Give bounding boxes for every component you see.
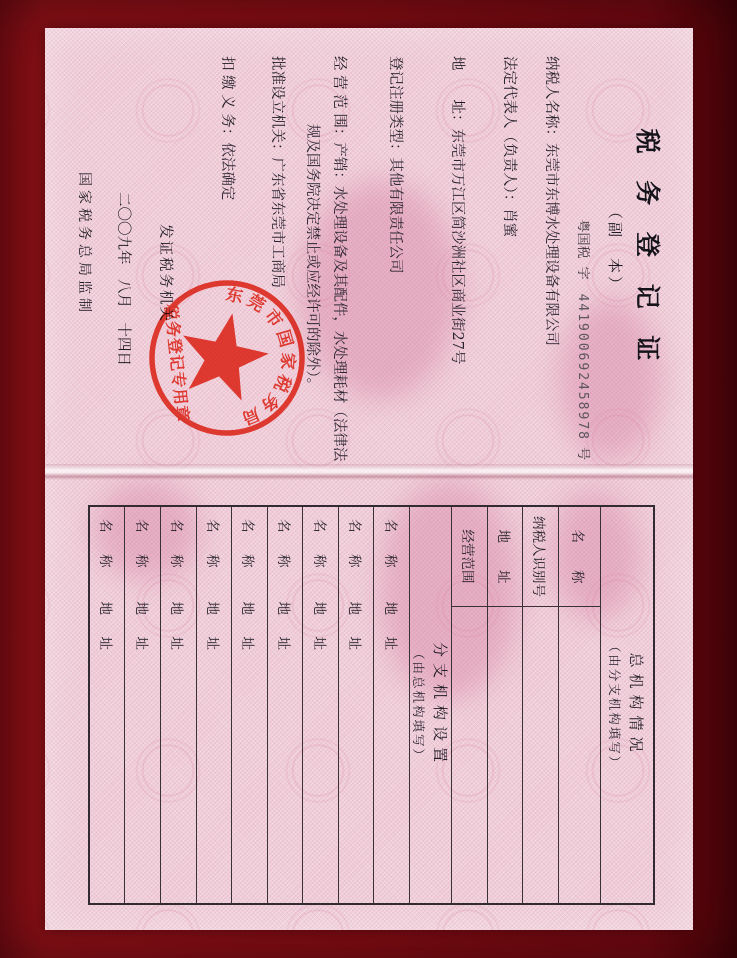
- field-value: 依法确定: [219, 142, 235, 201]
- section-title: 分支机构设置: [431, 641, 449, 768]
- branch-row: [267, 507, 303, 903]
- row-label: 名 称: [559, 507, 600, 607]
- serial-suffix: 号: [575, 446, 590, 460]
- issue-date: 二〇〇九年 八月 十四日: [115, 192, 131, 366]
- field-address: [448, 56, 469, 364]
- branch-name-label: 名 称: [97, 519, 114, 572]
- branch-row: [160, 507, 196, 903]
- branch-name-label: 名 称: [132, 519, 149, 572]
- fold-crease: [45, 464, 693, 480]
- row-label: 纳税人识别号: [523, 507, 558, 607]
- branch-table-page: [45, 470, 693, 930]
- field-label: 地 址：: [449, 56, 465, 129]
- field-label: 法定代表人（负责人）：: [501, 56, 517, 209]
- table-row: [487, 507, 522, 903]
- table-row: [451, 507, 487, 903]
- serial-number: 441900692458978: [575, 293, 590, 441]
- branch-name-label: 名 称: [310, 519, 327, 572]
- branch-row: [338, 507, 374, 903]
- field-value: 肖蜜: [501, 208, 517, 238]
- field-label: 扣 缴 义 务：: [219, 56, 235, 143]
- branch-name-label: 名 称: [168, 519, 185, 572]
- field-value: 产销：水处理设备及其配件，水处理耗材（法律法: [331, 142, 347, 462]
- serial-line: [575, 28, 594, 460]
- branch-name-label: 名 称: [203, 519, 220, 572]
- branch-row: [90, 507, 125, 903]
- branch-name-label: 名 称: [239, 519, 256, 572]
- head-office-section-header: [600, 507, 653, 903]
- branch-address-label: 地 址: [132, 601, 149, 654]
- issuing-authority-line: 发证税务机关: [157, 224, 173, 323]
- branch-address-label: 地 址: [275, 601, 292, 654]
- field-withholding-obligation: [218, 56, 239, 200]
- branch-address-label: 地 址: [239, 601, 256, 654]
- branch-row: [125, 507, 161, 903]
- row-label: 地 址: [488, 507, 522, 607]
- footer-state-tax-administration: 国家税务总局监制: [76, 172, 92, 316]
- field-label: 登记注册类型：: [387, 56, 403, 158]
- branch-name-label: 名 称: [275, 519, 292, 572]
- field-taxpayer-name: [542, 56, 563, 346]
- seal-banner-text: 税务登记专用章: [161, 303, 193, 424]
- section-subtitle: （由总机构填写）: [411, 646, 426, 763]
- field-label: 经 营 范 围：: [331, 56, 347, 143]
- table-row: [558, 507, 600, 903]
- branch-table: [88, 505, 655, 905]
- certificate-subtitle: （副 本）: [606, 203, 624, 294]
- field-label: 纳税人名称：: [543, 56, 559, 143]
- branch-address-label: 地 址: [168, 601, 185, 654]
- serial-prefix: 粤国税: [575, 219, 590, 259]
- branch-row: [231, 507, 267, 903]
- branch-row: [302, 507, 338, 903]
- serial-word: 字: [575, 266, 590, 280]
- field-value: 广东省东莞市工商局: [269, 157, 285, 288]
- branch-address-label: 地 址: [203, 601, 220, 654]
- field-value: 规及国务院决定禁止或应经许可的除外）。: [304, 124, 320, 393]
- field-registration-type: [386, 56, 407, 274]
- field-value: 东莞市万江区简沙洲社区商业街27号: [449, 128, 465, 365]
- branch-address-label: 地 址: [97, 601, 114, 654]
- certificate-title: 税 务 登 记 证: [633, 128, 662, 370]
- branch-name-label: 名 称: [346, 519, 363, 572]
- branch-name-label: 名 称: [381, 519, 398, 572]
- certificate-front-page: [45, 28, 693, 470]
- table-row: [522, 507, 558, 903]
- star-icon: [181, 310, 273, 406]
- field-value: 东莞市东博水处理设备有限公司: [543, 143, 559, 346]
- branch-address-label: 地 址: [310, 601, 327, 654]
- branch-section-header: [409, 507, 451, 903]
- seal-ring-text: 东莞市国家税务局: [224, 284, 298, 430]
- field-business-scope: [330, 56, 351, 461]
- section-title: 总机构情况: [627, 652, 646, 758]
- field-value: 其他有限责任公司: [387, 157, 403, 274]
- row-label: 经营范围: [452, 507, 487, 607]
- branch-address-label: 地 址: [346, 601, 363, 654]
- branch-row: [196, 507, 232, 903]
- certificate-paper: [45, 28, 693, 930]
- official-seal: [137, 268, 317, 448]
- field-label: 批准设立机关：: [269, 56, 285, 158]
- field-legal-representative: [500, 56, 521, 237]
- branch-address-label: 地 址: [381, 601, 398, 654]
- field-approving-authority: [268, 56, 289, 288]
- section-subtitle: （由分支机构填写）: [607, 639, 623, 771]
- branch-row: [373, 507, 409, 903]
